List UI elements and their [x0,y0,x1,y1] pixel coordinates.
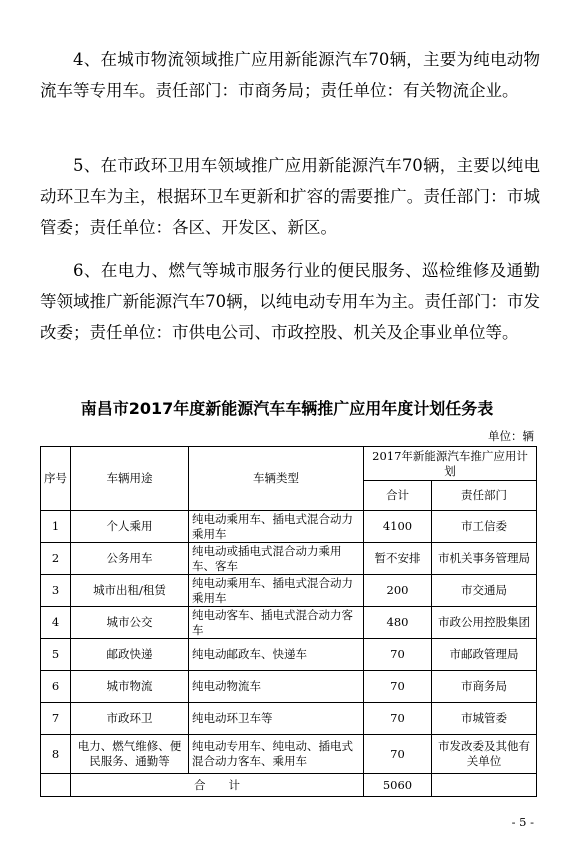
header-plan: 2017年新能源汽车推广应用计划 [364,447,537,481]
cell-total: 200 [364,575,432,607]
cell-empty [41,774,71,797]
table-row [41,575,537,607]
cell-use: 公务用车 [71,543,189,575]
table-row [41,607,537,639]
cell-use: 个人乘用 [71,511,189,543]
cell-dept: 市交通局 [432,575,537,607]
cell-type: 纯电动物流车 [189,671,364,703]
cell-total: 70 [364,703,432,735]
cell-total: 70 [364,639,432,671]
cell-seq: 1 [41,511,71,543]
cell-use: 邮政快递 [71,639,189,671]
cell-dept: 市工信委 [432,511,537,543]
header-total: 合计 [364,481,432,511]
cell-use: 城市出租/租赁 [71,575,189,607]
cell-type: 纯电动邮政车、快递车 [189,639,364,671]
cell-seq: 5 [41,639,71,671]
table-title: 南昌市2017年度新能源汽车车辆推广应用年度计划任务表 [80,399,494,418]
cell-seq: 3 [41,575,71,607]
cell-seq: 8 [41,735,71,774]
table-row [41,511,537,543]
cell-type: 纯电动客车、插电式混合动力客车 [189,607,364,639]
cell-total: 70 [364,671,432,703]
cell-empty [432,774,537,797]
paragraph-4: 4、在城市物流领域推广应用新能源汽车70辆，主要为纯电动物流车等专用车。责任部门：市商务局；责任单位：有关物流企业。 [40,50,540,100]
paragraph-6: 6、在电力、燃气等城市服务行业的便民服务、巡检维修及通勤等领域推广新能源汽车70辆，以纯电动专用车为主。责任部门：市发改委；责任单位：市供电公司、市政控股、机关及企事业单位等。 [40,261,540,342]
header-dept: 责任部门 [432,481,537,511]
cell-dept: 市政公用控股集团 [432,607,537,639]
cell-dept: 市邮政管理局 [432,639,537,671]
table-unit: 单位：辆 [488,429,534,443]
page-number: - 5 - [511,815,534,829]
cell-total: 4100 [364,511,432,543]
table-row [41,639,537,671]
cell-seq: 6 [41,671,71,703]
paragraph-5: 5、在市政环卫用车领域推广应用新能源汽车70辆，主要以纯电动环卫车为主，根据环卫车更新和扩容的需要推广。责任部门：市城管委；责任单位：各区、开发区、新区。 [40,156,540,237]
cell-dept: 市发改委及其他有关单位 [432,735,537,774]
cell-total: 暂不安排 [364,543,432,575]
cell-seq: 7 [41,703,71,735]
cell-seq: 2 [41,543,71,575]
plan-table [40,446,537,797]
header-type: 车辆类型 [189,447,364,511]
total-value: 5060 [364,774,432,797]
cell-type: 纯电动或插电式混合动力乘用车、客车 [189,543,364,575]
cell-use: 城市物流 [71,671,189,703]
cell-total: 70 [364,735,432,774]
cell-type: 纯电动乘用车、插电式混合动力乘用车 [189,575,364,607]
cell-total: 480 [364,607,432,639]
cell-seq: 4 [41,607,71,639]
cell-dept: 市机关事务管理局 [432,543,537,575]
cell-use: 城市公交 [71,607,189,639]
header-use: 车辆用途 [71,447,189,511]
header-seq: 序号 [41,447,71,511]
cell-type: 纯电动环卫车等 [189,703,364,735]
table-row [41,543,537,575]
cell-use: 市政环卫 [71,703,189,735]
total-row [41,774,537,797]
cell-type: 纯电动专用车、纯电动、插电式混合动力客车、乘用车 [189,735,364,774]
cell-type: 纯电动乘用车、插电式混合动力乘用车 [189,511,364,543]
cell-use: 电力、燃气维修、便民服务、通勤等 [71,735,189,774]
total-label: 合 计 [71,774,364,797]
table-row [41,735,537,774]
cell-dept: 市城管委 [432,703,537,735]
table-row [41,671,537,703]
cell-dept: 市商务局 [432,671,537,703]
table-row [41,703,537,735]
